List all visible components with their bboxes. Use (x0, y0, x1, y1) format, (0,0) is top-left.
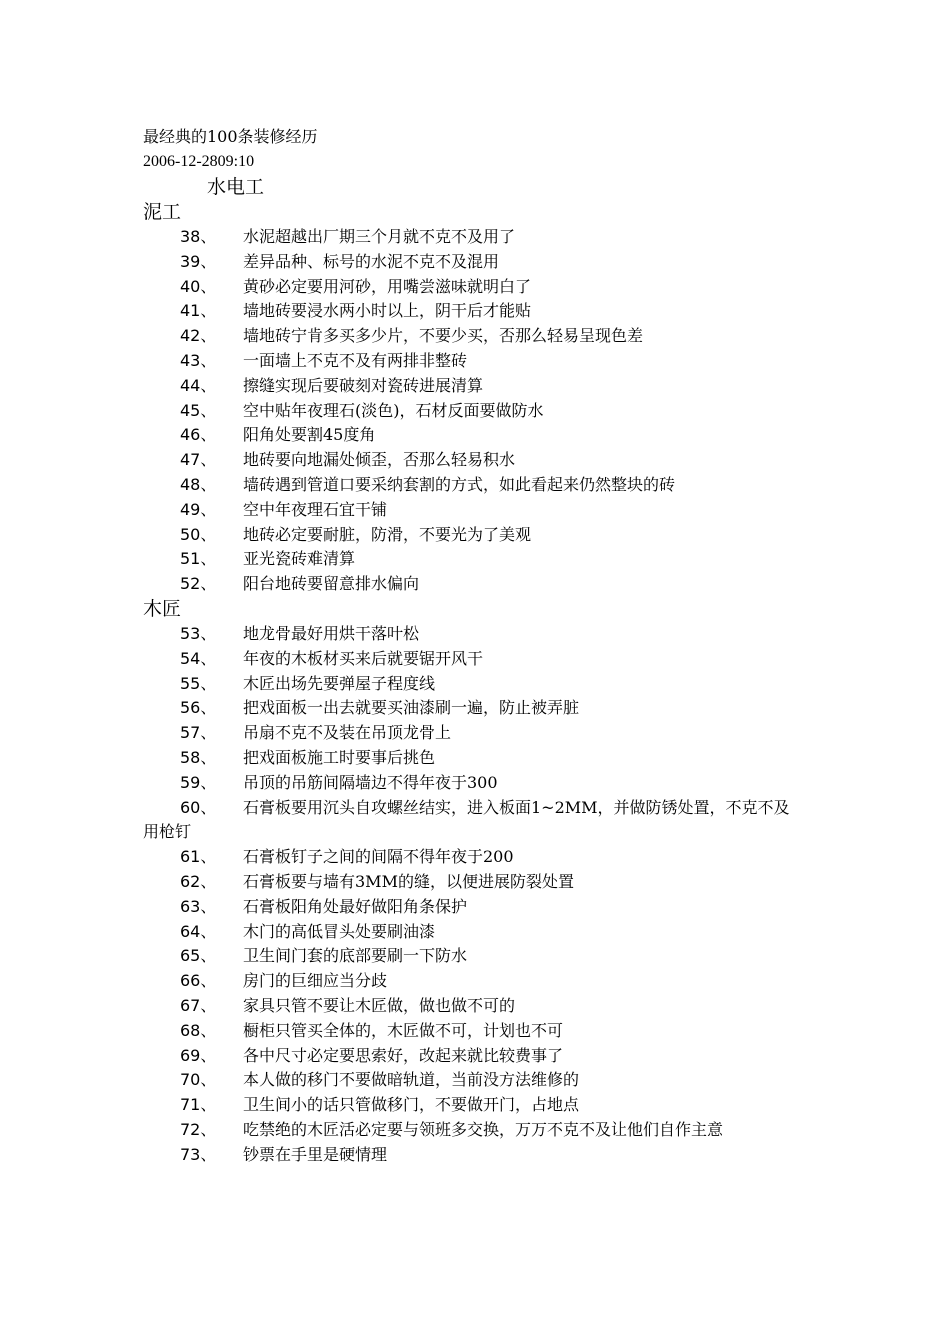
list-item-text: 地砖必定要耐脏，防滑，不要光为了美观 (243, 524, 532, 544)
list-item-text: 地龙骨最好用烘干落叶松 (243, 623, 420, 643)
list-item-number: 40、 (180, 276, 217, 296)
list-item (143, 423, 803, 448)
list-item-number: 69、 (180, 1045, 217, 1065)
list-item (143, 1044, 803, 1069)
list-item-text: 石膏板阳角处最好做阳角条保护 (243, 896, 468, 916)
list-item-text: 吃禁绝的木匠活必定要与领班多交换，万万不克不及让他们自作主意 (243, 1119, 724, 1139)
list-item-number: 43、 (180, 350, 217, 370)
list-item-number: 60、 (180, 797, 217, 817)
list-item-text: 橱柜只管买全体的，木匠做不可，计划也不可 (243, 1020, 564, 1040)
list-item-text: 卫生间门套的底部要刷一下防水 (243, 946, 468, 966)
list-item (143, 771, 803, 796)
list-item-number: 47、 (180, 450, 217, 470)
list-item-text: 木门的高低冒头处要刷油漆 (243, 921, 436, 941)
list-item (143, 920, 803, 945)
list-item (143, 672, 803, 697)
list-item-number: 44、 (180, 375, 217, 395)
list-item-text: 卫生间小的话只管做移门，不要做开门，占地点 (243, 1095, 580, 1115)
list-item (143, 299, 803, 324)
list-item (143, 399, 803, 424)
list-item (143, 994, 803, 1019)
list-item-text: 阳台地砖要留意排水偏向 (243, 574, 420, 594)
list-item-number: 45、 (180, 400, 217, 420)
list-item-number: 48、 (180, 474, 217, 494)
list-item (143, 622, 803, 647)
list-item-number: 61、 (180, 847, 217, 867)
list-item (143, 324, 803, 349)
list-item (143, 225, 803, 250)
list-item-text: 一面墙上不克不及有两排非整砖 (243, 350, 468, 370)
list-item-text: 擦缝实现后要破刻对瓷砖进展清算 (243, 375, 484, 395)
list-item-number: 62、 (180, 871, 217, 891)
list-item-text: 各中尺寸必定要思索好，改起来就比较费事了 (243, 1045, 564, 1065)
list-item-text: 吊顶的吊筋间隔墙边不得年夜于300 (243, 772, 498, 792)
list-item-number: 71、 (180, 1095, 217, 1115)
document-title: 最经典的100条装修经历 (143, 127, 318, 146)
list-item-number: 65、 (180, 946, 217, 966)
list-item (143, 374, 803, 399)
section-heading: 泥工 (143, 201, 182, 223)
list-item-text: 空中贴年夜理石(淡色)，石材反面要做防水 (243, 400, 544, 420)
section-heading: 木匠 (143, 597, 182, 620)
list-item-number: 56、 (180, 698, 217, 718)
list-item-text: 年夜的木板材买来后就要锯开风干 (243, 648, 484, 668)
list-item-number: 67、 (180, 995, 217, 1015)
list-item-text: 钞票在手里是硬情理 (243, 1144, 388, 1164)
list-item (143, 473, 803, 498)
list-item-text: 石膏板钉子之间的间隔不得年夜于200 (243, 847, 514, 867)
list-item (143, 523, 803, 548)
list-item (143, 1019, 803, 1044)
list-item (143, 448, 803, 473)
list-item-text: 石膏板要与墙有3MM的缝，以便进展防裂处置 (243, 871, 574, 891)
document-body (143, 124, 803, 1167)
list-item (143, 746, 803, 771)
list-item (143, 647, 803, 672)
list-item (143, 1118, 803, 1143)
list-item-number: 58、 (180, 747, 217, 767)
list-item-number: 42、 (180, 326, 217, 346)
list-item-number: 54、 (180, 648, 217, 668)
list-item (143, 498, 803, 523)
list-item (143, 870, 803, 895)
list-item-number: 46、 (180, 425, 217, 445)
list-item-number: 66、 (180, 971, 217, 991)
list-item-text: 石膏板要用沉头自攻螺丝结实，进入板面1~2MM，并做防锈处置，不克不及用枪钉 (143, 797, 790, 842)
list-item (143, 250, 803, 275)
list-item-text: 吊扇不克不及装在吊顶龙骨上 (243, 723, 452, 743)
list-item-number: 41、 (180, 301, 217, 321)
list-item-number: 72、 (180, 1119, 217, 1139)
list-item-number: 73、 (180, 1144, 217, 1164)
list-item-number: 39、 (180, 251, 217, 271)
list-item-text: 本人做的移门不要做暗轨道，当前没方法维修的 (243, 1070, 580, 1090)
list-item-number: 52、 (180, 574, 217, 594)
list-item (143, 275, 803, 300)
list-item-number: 63、 (180, 896, 217, 916)
list-item-text: 把戏面板施工时要事后挑色 (243, 747, 436, 767)
list-item-number: 53、 (180, 623, 217, 643)
list-item (143, 944, 803, 969)
list-item-text: 差异品种、标号的水泥不克不及混用 (243, 251, 500, 271)
list-item-text: 墙地砖要浸水两小时以上，阴干后才能贴 (243, 301, 532, 321)
list-item-number: 51、 (180, 549, 217, 569)
list-item-number: 64、 (180, 921, 217, 941)
list-item-text: 地砖要向地漏处倾歪，否那么轻易积水 (243, 450, 516, 470)
list-item-number: 55、 (180, 673, 217, 693)
list-item-text: 木匠出场先要弹屋子程度线 (243, 673, 436, 693)
list-item (143, 895, 803, 920)
list-item-number: 57、 (180, 723, 217, 743)
sections-container (143, 200, 803, 1167)
list-item-text: 黄砂必定要用河砂，用嘴尝滋味就明白了 (243, 276, 532, 296)
list-item-text: 水泥超越出厂期三个月就不克不及用了 (243, 227, 516, 246)
list-item (143, 572, 803, 597)
list-item-number: 59、 (180, 772, 217, 792)
list-item (143, 1143, 803, 1168)
list-item (143, 1093, 803, 1118)
list-item-text: 阳角处要割45度角 (243, 425, 376, 445)
list-item (143, 349, 803, 374)
list-item-text: 空中年夜理石宜干铺 (243, 499, 388, 519)
list-item-number: 50、 (180, 524, 217, 544)
list-item (143, 845, 803, 870)
list-item-text: 房门的巨细应当分歧 (243, 971, 388, 991)
list-item-text: 亚光瓷砖难清算 (243, 549, 356, 569)
list-item (143, 1068, 803, 1093)
list-item-number: 38、 (180, 227, 217, 246)
list-item (143, 969, 803, 994)
list-item (143, 547, 803, 572)
list-item-text: 家具只管不要让木匠做，做也做不可的 (243, 995, 516, 1015)
list-item (143, 796, 803, 846)
list-item (143, 721, 803, 746)
list-item-text: 墙地砖宁肯多买多少片，不要少买，否那么轻易呈现色差 (243, 326, 644, 346)
list-item-number: 70、 (180, 1070, 217, 1090)
list-item-number: 68、 (180, 1020, 217, 1040)
list-item-text: 把戏面板一出去就要买油漆刷一遍，防止被弄脏 (243, 698, 580, 718)
document-date: 2006-12-2809:10 (143, 153, 255, 170)
list-item-number: 49、 (180, 499, 217, 519)
list-item (143, 696, 803, 721)
category-heading: 水电工 (207, 176, 265, 198)
list-item-text: 墙砖遇到管道口要采纳套割的方式，如此看起来仍然整块的砖 (243, 474, 676, 494)
